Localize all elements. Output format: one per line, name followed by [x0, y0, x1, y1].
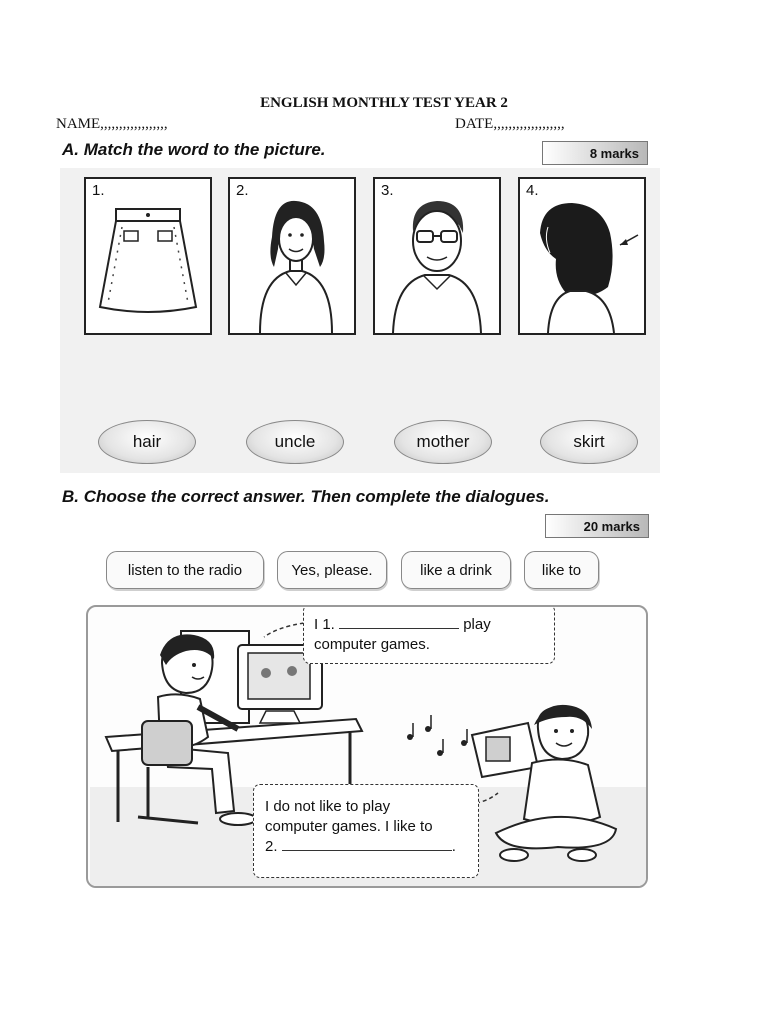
- choice-yes-please[interactable]: Yes, please.: [277, 551, 387, 589]
- bubble-1-line-2: computer games.: [314, 636, 430, 653]
- picture-number-1: 1.: [92, 182, 105, 199]
- blank-number-2: 2.: [265, 838, 278, 855]
- girl-hair-icon: [520, 179, 644, 333]
- date-field-label: DATE,,,,,,,,,,,,,,,,,,,: [455, 116, 565, 132]
- bubble-2-line-3: [265, 837, 478, 857]
- speech-bubble-1: [303, 605, 555, 664]
- bubble-1-line-1: [314, 615, 554, 635]
- name-field-label: NAME,,,,,,,,,,,,,,,,,,: [56, 116, 168, 132]
- section-a-heading: A. Match the word to the picture.: [62, 140, 326, 159]
- choice-like-a-drink[interactable]: like a drink: [401, 551, 511, 589]
- bubble-2-period: .: [451, 838, 456, 855]
- word-skirt[interactable]: skirt: [540, 420, 638, 464]
- word-hair[interactable]: hair: [98, 420, 196, 464]
- skirt-icon: [86, 179, 210, 333]
- word-uncle[interactable]: uncle: [246, 420, 344, 464]
- bubble-2-line-2: computer games. I like to: [265, 818, 433, 835]
- test-title: ENGLISH MONTHLY TEST YEAR 2: [260, 95, 508, 111]
- picture-box-4: [518, 177, 646, 335]
- picture-box-1: [84, 177, 212, 335]
- picture-box-2: [228, 177, 356, 335]
- picture-number-2: 2.: [236, 182, 249, 199]
- choice-listen-to-the-radio[interactable]: listen to the radio: [106, 551, 264, 589]
- woman-icon: [230, 179, 354, 333]
- bubble-2-line-1: I do not like to play: [265, 798, 391, 815]
- bubble-1-verb: play: [463, 616, 491, 633]
- section-b-marks-badge: 20 marks: [545, 514, 649, 538]
- section-b-heading: B. Choose the correct answer. Then complete the dialogues.: [62, 487, 550, 506]
- dialogue-scene: [86, 605, 648, 888]
- speech-bubble-2: [253, 784, 479, 878]
- answer-blank-1[interactable]: [339, 615, 459, 629]
- choice-like-to[interactable]: like to: [524, 551, 599, 589]
- answer-blank-2[interactable]: [282, 837, 452, 851]
- picture-box-3: [373, 177, 501, 335]
- music-notes-icon: [407, 715, 467, 756]
- word-mother[interactable]: mother: [394, 420, 492, 464]
- section-a-marks-badge: 8 marks: [542, 141, 648, 165]
- girl-with-radio-icon: [472, 705, 616, 861]
- picture-number-3: 3.: [381, 182, 394, 199]
- picture-number-4: 4.: [526, 182, 539, 199]
- old-man-icon: [375, 179, 499, 333]
- bubble-1-pronoun: I: [314, 616, 319, 633]
- blank-number-1: 1.: [322, 616, 335, 633]
